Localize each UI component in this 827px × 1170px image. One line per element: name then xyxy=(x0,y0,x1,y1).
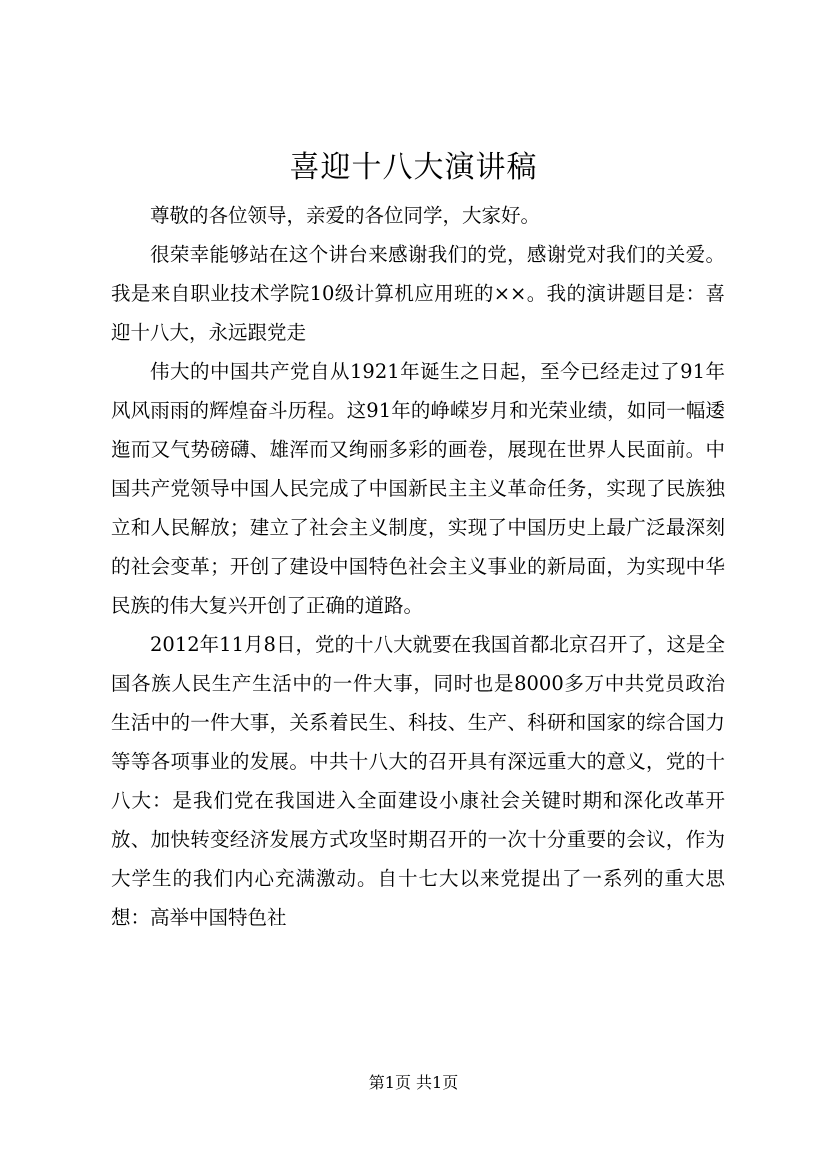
paragraph-party-history: 伟大的中国共产党自从1921年诞生之日起，至今已经走过了91年风风雨雨的辉煌奋斗历程。这91年的峥嵘岁月和光荣业绩，如同一幅逶迤而又气势磅礴、雄浑而又绚丽多彩的画卷，展现在世界人民面前。中国共产党领导中国人民完成了中国新民主主义革命任务，实现了民族独立和人民解放；建立了社会主义制度，实现了中国历史上最广泛最深刻的社会变革；开创了建设中国特色社会主义事业的新局面，为实现中华民族的伟大复兴开创了正确的道路。 xyxy=(111,360,725,617)
paragraph-greeting: 尊敬的各位领导，亲爱的各位同学，大家好。 xyxy=(150,204,541,227)
document-title: 喜迎十八大演讲稿 xyxy=(289,150,538,185)
page-number-footer: 第1页 共1页 xyxy=(368,1073,459,1092)
paragraph-introduction: 很荣幸能够站在这个讲台来感谢我们的党，感谢党对我们的关爱。我是来自职业技术学院10级计算机应用班的××。我的演讲题目是：喜迎十八大，永远跟党走 xyxy=(111,243,725,344)
paragraph-eighteenth-congress: 2012年11月8日，党的十八大就要在我国首都北京召开了，这是全国各族人民生产生活中的一件大事，同时也是8000多万中共党员政治生活中的一件大事，关系着民生、科技、生产、科研和国家的综合国力等等各项事业的发展。中共十八大的召开具有深远重大的意义，党的十八大：是我们党在我国进入全面建设小康社会关键时期和深化改革开放、加快转变经济发展方式攻坚时期召开的一次十分重要的会议，作为大学生的我们内心充满激动。自十七大以来党提出了一系列的重大思想：高举中国特色社 xyxy=(111,633,725,929)
document-body xyxy=(111,196,725,937)
